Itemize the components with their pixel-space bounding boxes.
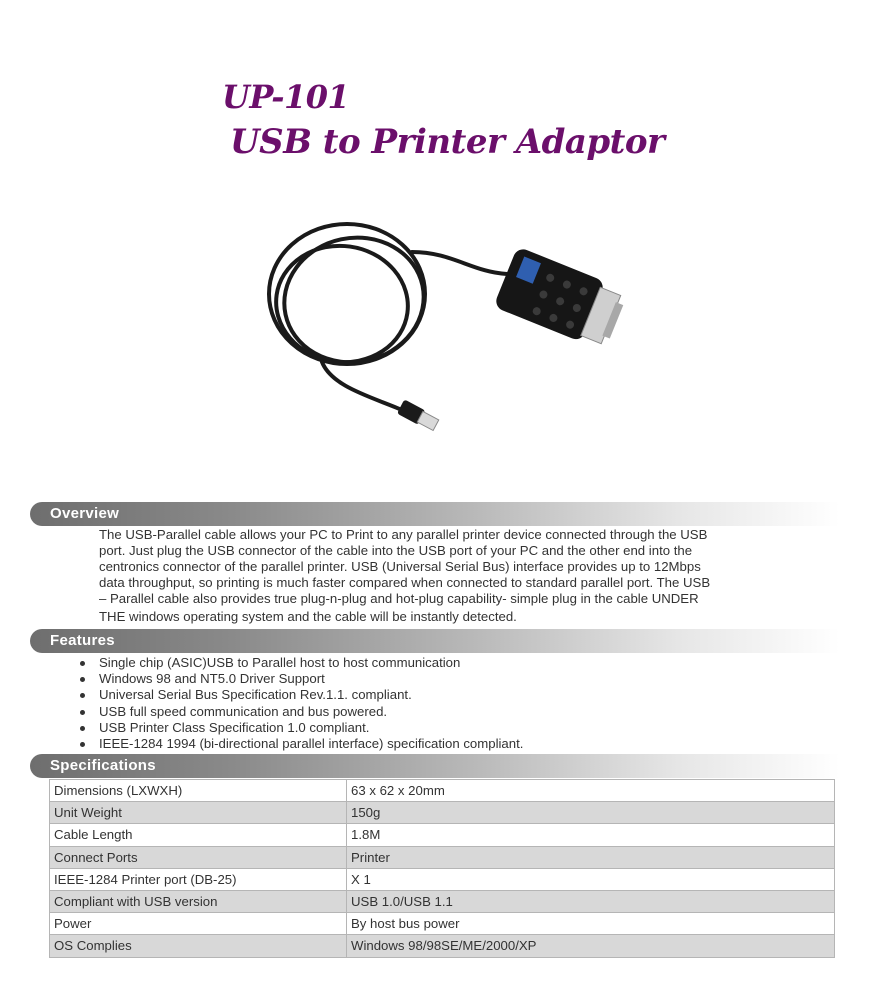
spec-key: OS Complies — [50, 935, 347, 957]
spec-key: Unit Weight — [50, 802, 347, 824]
spec-key: IEEE-1284 Printer port (DB-25) — [50, 868, 347, 890]
spec-value: Printer — [347, 846, 835, 868]
features-list — [80, 655, 523, 752]
spec-key: Cable Length — [50, 824, 347, 846]
cable-to-usb — [322, 362, 402, 410]
table-row — [50, 846, 835, 868]
cable-to-adapter — [412, 252, 507, 274]
spec-key: Compliant with USB version — [50, 890, 347, 912]
features-heading: Features — [50, 632, 115, 649]
overview-line: The USB-Parallel cable allows your PC to Print to any parallel printer device connected through the USB — [99, 527, 708, 542]
model-title: UP-101 — [222, 78, 350, 116]
feature-item: IEEE-1284 1994 (bi-directional parallel interface) specification compliant. — [80, 736, 523, 752]
specifications-table — [49, 779, 835, 958]
feature-item: USB full speed communication and bus powered. — [80, 704, 523, 720]
table-row — [50, 913, 835, 935]
overview-line: THE windows operating system and the cable will be instantly detected. — [99, 609, 517, 624]
specifications-section-bar — [30, 754, 840, 778]
spec-key: Connect Ports — [50, 846, 347, 868]
product-name-title: USB to Printer Adaptor — [230, 122, 665, 162]
spec-key: Power — [50, 913, 347, 935]
spec-value: 1.8M — [347, 824, 835, 846]
table-row — [50, 824, 835, 846]
overview-heading: Overview — [50, 505, 120, 522]
spec-value: Windows 98/98SE/ME/2000/XP — [347, 935, 835, 957]
table-row — [50, 890, 835, 912]
product-image — [262, 212, 642, 462]
parallel-connector — [493, 246, 629, 351]
features-section-bar — [30, 629, 840, 653]
feature-item: USB Printer Class Specification 1.0 compliant. — [80, 720, 523, 736]
feature-item: Windows 98 and NT5.0 Driver Support — [80, 671, 523, 687]
overview-line: data throughput, so printing is much faster compared when connected to standard parallel port. The USB — [99, 575, 711, 590]
spec-value: By host bus power — [347, 913, 835, 935]
table-row — [50, 802, 835, 824]
spec-value: X 1 — [347, 868, 835, 890]
usb-plug — [397, 399, 440, 432]
spec-value: 63 x 62 x 20mm — [347, 780, 835, 802]
table-row — [50, 868, 835, 890]
feature-item: Universal Serial Bus Specification Rev.1.1. compliant. — [80, 687, 523, 703]
table-row — [50, 935, 835, 957]
spec-value: USB 1.0/USB 1.1 — [347, 890, 835, 912]
table-row — [50, 780, 835, 802]
overview-line: port. Just plug the USB connector of the cable into the USB port of your PC and the other end into the — [99, 543, 693, 558]
overview-line: centronics connector of the parallel printer. USB (Universal Serial Bus) interface provides up to 12Mbps — [99, 559, 701, 574]
spec-value: 150g — [347, 802, 835, 824]
feature-item: Single chip (ASIC)USB to Parallel host to host communication — [80, 655, 523, 671]
overview-section-bar — [30, 502, 840, 526]
overview-text — [99, 527, 789, 625]
spec-key: Dimensions (LXWXH) — [50, 780, 347, 802]
overview-line: – Parallel cable also provides true plug-n-plug and hot-plug capability- simple plug in the cable UNDER — [99, 591, 699, 606]
specifications-heading: Specifications — [50, 757, 156, 774]
